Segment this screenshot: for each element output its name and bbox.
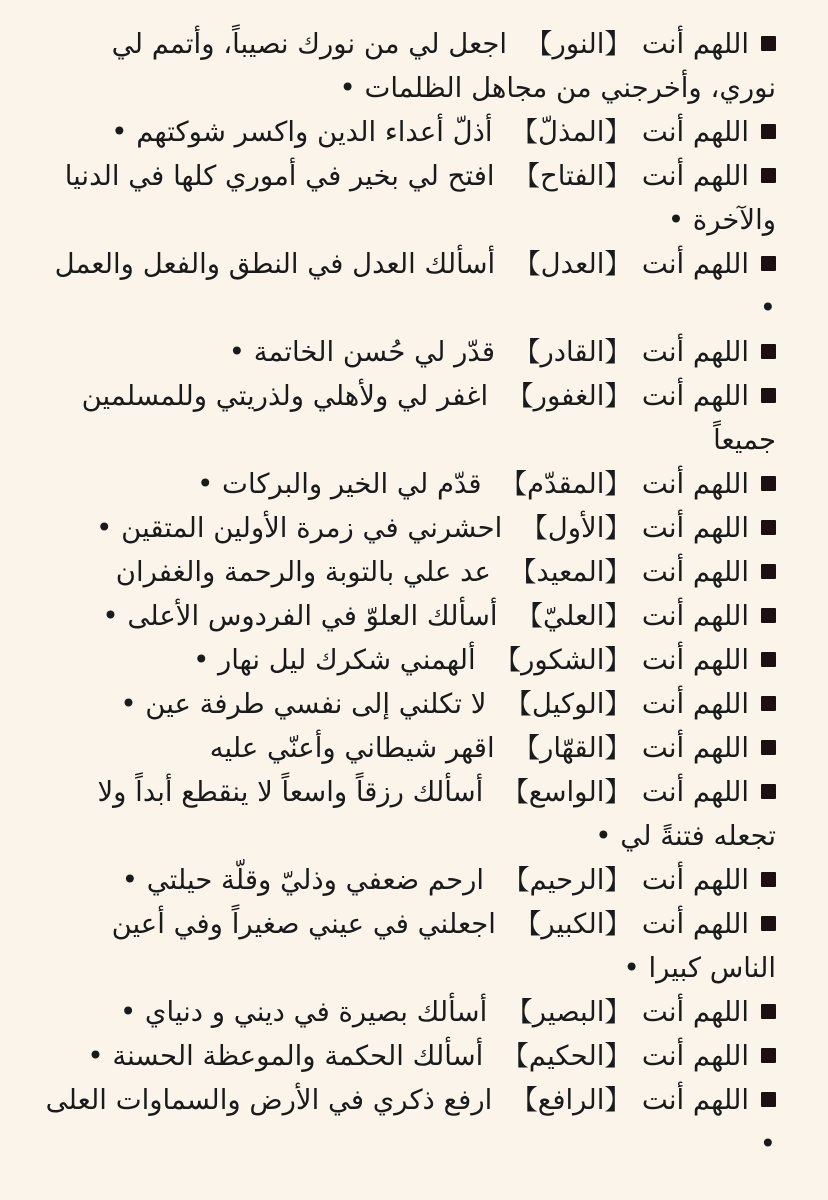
dua-entry-qahhar (42, 726, 776, 770)
divine-name: 【الكبير】 (513, 908, 632, 940)
dua-text: افتح لي بخير في أموري كلها في الدنيا والآخرة • (64, 160, 776, 236)
divine-name: 【الرافع】 (510, 1084, 632, 1116)
dua-text: ارحم ضعفي وذليّ وقلّة حيلتي • (121, 864, 485, 896)
divine-name: 【المقدّم】 (499, 468, 632, 500)
dua-entry-aliyy (42, 594, 776, 638)
square-bullet-icon (761, 520, 776, 535)
square-bullet-icon (761, 784, 776, 799)
dua-entry-awwal (42, 506, 776, 550)
dua-entry-rafi (42, 1078, 776, 1166)
square-bullet-icon (761, 1092, 776, 1107)
dua-text: احشرني في زمرة الأولين المتقين • (96, 512, 503, 544)
square-bullet-icon (761, 1048, 776, 1063)
dua-text: قدّر لي حُسن الخاتمة • (228, 336, 496, 368)
dua-prefix: اللهم أنت (641, 468, 749, 500)
dua-prefix: اللهم أنت (641, 160, 749, 192)
dua-prefix: اللهم أنت (641, 1084, 749, 1116)
square-bullet-icon (761, 696, 776, 711)
divine-name: 【القهّار】 (512, 732, 632, 764)
divine-name: 【المعيد】 (508, 556, 632, 588)
dua-prefix: اللهم أنت (641, 512, 749, 544)
dua-prefix: اللهم أنت (641, 336, 749, 368)
divine-name: 【القادر】 (513, 336, 632, 368)
square-bullet-icon (761, 168, 776, 183)
square-bullet-icon (761, 872, 776, 887)
divine-name: 【الغفور】 (506, 380, 632, 412)
dua-text: أسألك الحكمة والموعظة الحسنة • (87, 1040, 484, 1072)
dua-text: لا تكلني إلى نفسي طرفة عين • (120, 688, 487, 720)
dua-entry-wasi (42, 770, 776, 858)
square-bullet-icon (761, 388, 776, 403)
dua-prefix: اللهم أنت (641, 644, 749, 676)
square-bullet-icon (761, 1004, 776, 1019)
dua-prefix: اللهم أنت (641, 1040, 749, 1072)
square-bullet-icon (761, 344, 776, 359)
dua-text: عد علي بالتوبة والرحمة والغفران (115, 556, 491, 588)
dua-text: أسألك العدل في النطق والفعل والعمل • (54, 248, 776, 324)
dua-text: قدّم لي الخير والبركات • (197, 468, 482, 500)
dua-entry-rahim (42, 858, 776, 902)
divine-name: 【الوكيل】 (504, 688, 632, 720)
dua-prefix: اللهم أنت (641, 248, 749, 280)
square-bullet-icon (761, 608, 776, 623)
dua-entry-kabir (42, 902, 776, 990)
dua-prefix: اللهم أنت (641, 776, 749, 808)
dua-prefix: اللهم أنت (641, 688, 749, 720)
dua-text: أذلّ أعداء الدين واكسر شوكتهم • (111, 116, 493, 148)
square-bullet-icon (761, 36, 776, 51)
dua-text: أسألك بصيرة في ديني و دنياي • (119, 996, 488, 1028)
divine-name: 【الشكور】 (493, 644, 632, 676)
dua-entry-muid (42, 550, 776, 594)
square-bullet-icon (761, 124, 776, 139)
divine-name: 【الواسع】 (501, 776, 632, 808)
dua-text: أسألك العلوّ في الفردوس الأعلى • (102, 600, 498, 632)
dua-entry-shakur (42, 638, 776, 682)
dua-prefix: اللهم أنت (641, 28, 749, 60)
divine-name: 【المذلّ】 (510, 116, 632, 148)
dua-entry-basir (42, 990, 776, 1034)
divine-name: 【العليّ】 (515, 600, 632, 632)
dua-prefix: اللهم أنت (641, 600, 749, 632)
dua-prefix: اللهم أنت (641, 908, 749, 940)
dua-entry-mudhill (42, 110, 776, 154)
divine-name: 【الفتاح】 (512, 160, 632, 192)
divine-name: 【النور】 (525, 28, 632, 60)
square-bullet-icon (761, 256, 776, 271)
divine-name: 【العدل】 (513, 248, 632, 280)
dua-entry-adl (42, 242, 776, 330)
divine-name: 【الرحيم】 (502, 864, 632, 896)
dua-entry-fattah (42, 154, 776, 242)
dua-text: اغفر لي ولأهلي ولذريتي وللمسلمين جميعاً (81, 380, 776, 456)
dua-entry-wakil (42, 682, 776, 726)
divine-name: 【البصير】 (505, 996, 632, 1028)
dua-text: اجعل لي من نورك نصيباً، وأتمم لي نوري، وأخرجني من مجاهل الظلمات • (111, 28, 776, 104)
square-bullet-icon (761, 740, 776, 755)
dua-entry-ghafur (42, 374, 776, 462)
square-bullet-icon (761, 652, 776, 667)
square-bullet-icon (761, 916, 776, 931)
dua-text: ألهمني شكرك ليل نهار • (193, 644, 476, 676)
dua-prefix: اللهم أنت (641, 732, 749, 764)
square-bullet-icon (761, 564, 776, 579)
dua-text: ارفع ذكري في الأرض والسماوات العلى • (45, 1084, 776, 1160)
dua-prefix: اللهم أنت (641, 556, 749, 588)
square-bullet-icon (761, 476, 776, 491)
dua-prefix: اللهم أنت (641, 116, 749, 148)
dua-text: اجعلني في عيني صغيراً وفي أعين الناس كبيرا • (111, 908, 776, 984)
dua-text: أسألك رزقاً واسعاً لا ينقطع أبداً ولا تجعله فتنةً لي • (97, 776, 776, 852)
divine-name: 【الأول】 (520, 512, 632, 544)
dua-entry-nur (42, 22, 776, 110)
dua-entry-hakim (42, 1034, 776, 1078)
dua-prefix: اللهم أنت (641, 996, 749, 1028)
dua-entry-muqaddim (42, 462, 776, 506)
dua-text: اقهر شيطاني وأعنّي عليه (209, 732, 495, 764)
dua-entry-qadir (42, 330, 776, 374)
divine-name: 【الحكيم】 (501, 1040, 632, 1072)
dua-prefix: اللهم أنت (641, 864, 749, 896)
dua-prefix: اللهم أنت (641, 380, 749, 412)
